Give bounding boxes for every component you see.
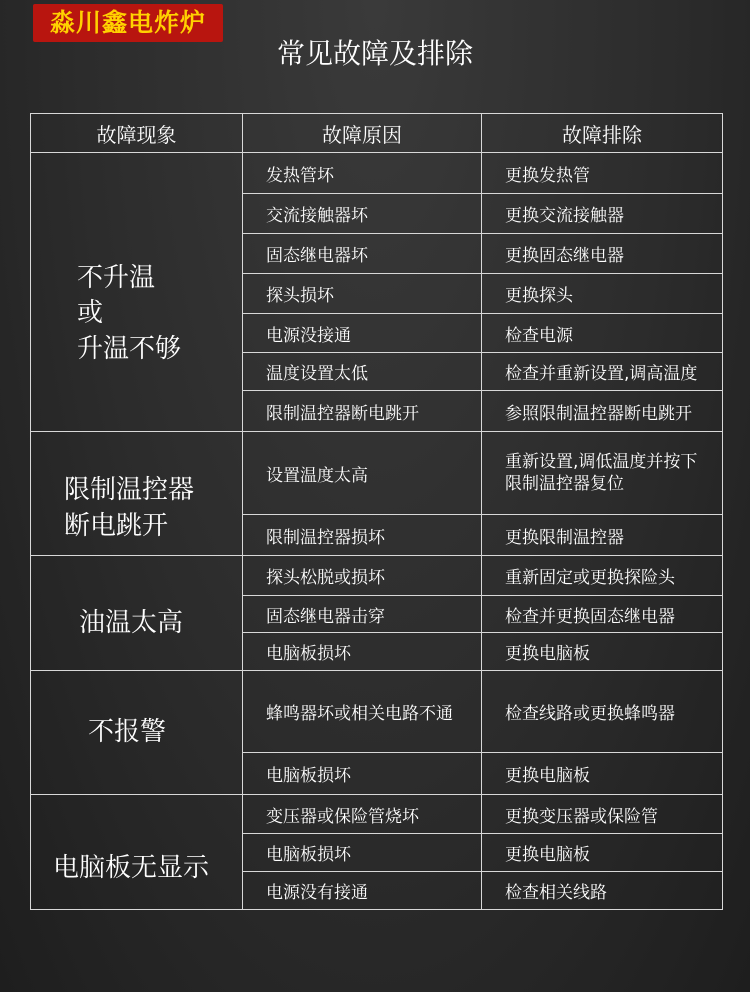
symptom-line: 不报警: [88, 716, 167, 747]
header-fix: 故障排除: [482, 114, 723, 153]
cause-cell: 电脑板损坏: [243, 834, 482, 872]
table-body: [31, 153, 723, 910]
fix-cell: 更换电脑板: [482, 633, 723, 671]
fix-cell: 更换变压器或保险管: [482, 795, 723, 834]
symptom-line: 限制温控器: [64, 475, 195, 506]
cause-cell: 设置温度太高: [243, 432, 482, 515]
cause-cell: 变压器或保险管烧坏: [243, 795, 482, 834]
fix-cell: [482, 432, 723, 515]
cause-cell: 电脑板损坏: [243, 633, 482, 671]
cause-cell: 电源没接通: [243, 314, 482, 353]
cause-cell: 蜂鸣器坏或相关电路不通: [243, 671, 482, 753]
table-row: [31, 432, 723, 515]
fix-cell: 更换固态继电器: [482, 234, 723, 274]
cause-cell: 固态继电器坏: [243, 234, 482, 274]
header-cause: 故障原因: [243, 114, 482, 153]
cause-cell: 电源没有接通: [243, 872, 482, 910]
fix-cell: 更换限制温控器: [482, 515, 723, 556]
cause-cell: 限制温控器断电跳开: [243, 391, 482, 432]
fix-cell: 更换电脑板: [482, 753, 723, 795]
table-header-row: [31, 114, 723, 153]
fix-cell: 检查并更换固态继电器: [482, 596, 723, 633]
symptom-line: 油温太高: [79, 608, 184, 639]
cause-cell: 固态继电器击穿: [243, 596, 482, 633]
fix-cell: 检查电源: [482, 314, 723, 353]
fix-cell: 参照限制温控器断电跳开: [482, 391, 723, 432]
symptom-line: 不升温: [77, 263, 156, 294]
symptom-cell: [31, 556, 243, 671]
cause-cell: 探头松脱或损坏: [243, 556, 482, 596]
fix-cell: 检查并重新设置,调高温度: [482, 353, 723, 391]
symptom-cell: [31, 795, 243, 910]
table-row: [31, 556, 723, 596]
fix-line: 限制温控器复位: [505, 474, 624, 494]
header-symptom: 故障现象: [31, 114, 243, 153]
symptom-line: 升温不够: [77, 333, 182, 364]
fix-cell: 检查相关线路: [482, 872, 723, 910]
cause-cell: 限制温控器损坏: [243, 515, 482, 556]
table-row: [31, 153, 723, 194]
symptom-cell: [31, 153, 243, 432]
symptom-line: 电脑板无显示: [53, 853, 210, 884]
table-row: [31, 795, 723, 834]
brand-logo: 淼川鑫电炸炉: [33, 4, 223, 42]
cause-cell: 电脑板损坏: [243, 753, 482, 795]
cause-cell: 温度设置太低: [243, 353, 482, 391]
cause-cell: 交流接触器坏: [243, 194, 482, 234]
symptom-cell: [31, 671, 243, 795]
symptom-cell: [31, 432, 243, 556]
fix-cell: 更换发热管: [482, 153, 723, 194]
fix-cell: 更换交流接触器: [482, 194, 723, 234]
fix-cell: 更换电脑板: [482, 834, 723, 872]
page-title: 常见故障及排除: [276, 37, 473, 70]
table-row: [31, 671, 723, 753]
symptom-line: 断电跳开: [64, 510, 169, 541]
fix-cell: 检查线路或更换蜂鸣器: [482, 671, 723, 753]
fix-line: 重新设置,调低温度并按下: [505, 451, 698, 472]
fix-cell: 重新固定或更换探险头: [482, 556, 723, 596]
symptom-line: 或: [77, 298, 104, 329]
cause-cell: 发热管坏: [243, 153, 482, 194]
cause-cell: 探头损坏: [243, 274, 482, 314]
fault-table: [30, 113, 723, 910]
fix-cell: 更换探头: [482, 274, 723, 314]
